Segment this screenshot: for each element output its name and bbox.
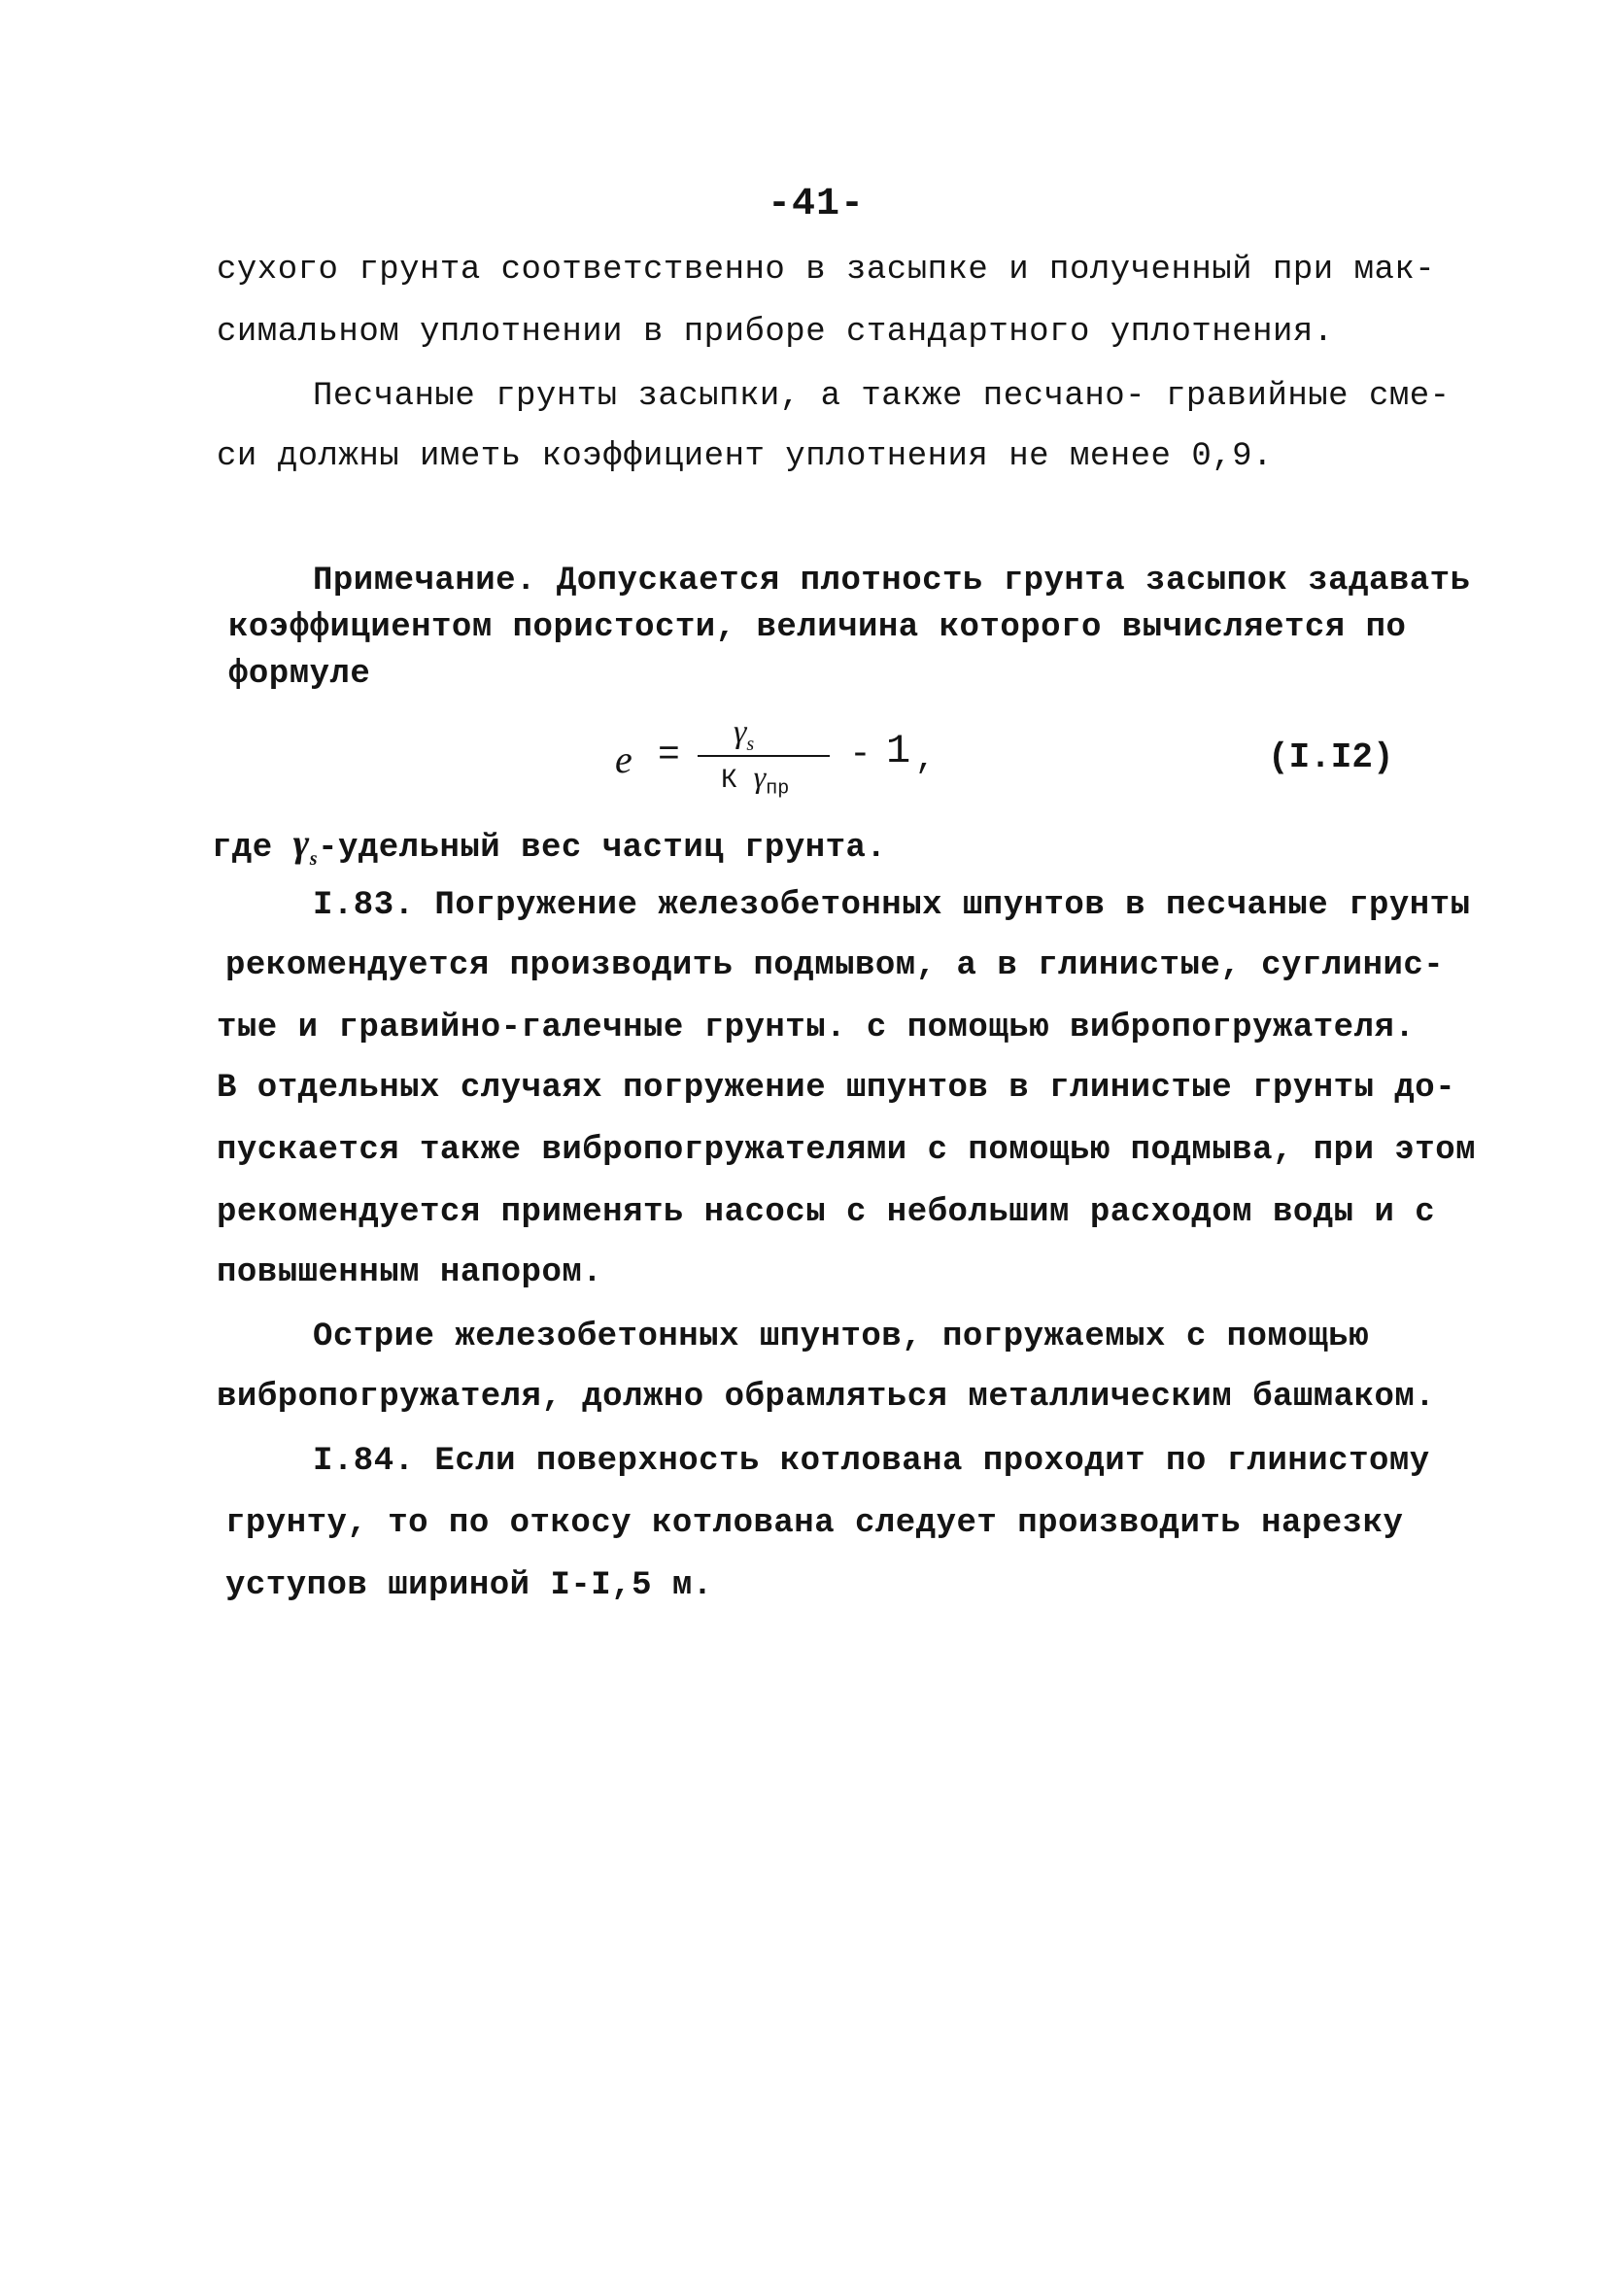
text-line: пускается также вибропогружателями с помощью подмыва, при этом	[217, 1132, 1477, 1169]
page-number: -41-	[768, 183, 866, 226]
formula-comma: ,	[915, 741, 936, 778]
formula-denominator: К $\gamma_{пр}$	[721, 759, 790, 801]
text-line: симальном уплотнении в приборе стандартного уплотнения.	[217, 314, 1334, 351]
text-line: Острие железобетонных шпунтов, погружаемых с помощью	[313, 1319, 1369, 1355]
text-line: В отдельных случаях погружение шпунтов в глинистые грунты до-	[217, 1070, 1456, 1107]
text-line: I.83. Погружение железобетонных шпунтов в песчаные грунты	[313, 887, 1471, 924]
gamma-symbol: $\gamma_s$	[292, 821, 319, 870]
formula-one: 1	[886, 728, 911, 774]
note-line: Примечание. Допускается плотность грунта засыпок задавать	[313, 563, 1471, 600]
formula-equals: =	[658, 735, 680, 776]
text-line: вибропогружателя, должно обрамляться металлическим башмаком.	[217, 1379, 1436, 1416]
text-line: уступов шириной I-I,5 м.	[225, 1567, 713, 1604]
formula-block	[0, 714, 1606, 811]
formula-numerator: $\gamma_s$	[734, 714, 755, 755]
note-line: коэффициентом пористости, величина которого вычисляется по	[228, 609, 1407, 646]
text-line: грунту, то по откосу котлована следует производить нарезку	[225, 1505, 1404, 1542]
text-line: Песчаные грунты засыпки, а также песчано- гравийные сме-	[313, 378, 1451, 415]
formula-reference: (I.I2)	[1268, 737, 1394, 777]
text-line: си должны иметь коэффициент уплотнения не менее 0,9.	[217, 438, 1273, 475]
fraction-bar	[698, 755, 830, 757]
where-line: где $\gamma_s$-удельный вес частиц грунта.	[212, 821, 887, 870]
text-line: рекомендуется применять насосы с небольшим расходом воды и с	[217, 1194, 1436, 1231]
note-line: формуле	[228, 656, 371, 693]
text-line: рекомендуется производить подмывом, а в глинистые, суглинис-	[225, 947, 1445, 984]
formula-minus: -	[849, 734, 871, 775]
text-line: I.84. Если поверхность котлована проходит по глинистому	[313, 1443, 1430, 1480]
text-line: сухого грунта соответственно в засыпке и полученный при мак-	[217, 252, 1436, 289]
formula-lhs: e	[615, 737, 632, 781]
text-line: повышенным напором.	[217, 1254, 603, 1291]
text-line: тые и гравийно-галечные грунты. с помощью вибропогружателя.	[217, 1010, 1416, 1046]
